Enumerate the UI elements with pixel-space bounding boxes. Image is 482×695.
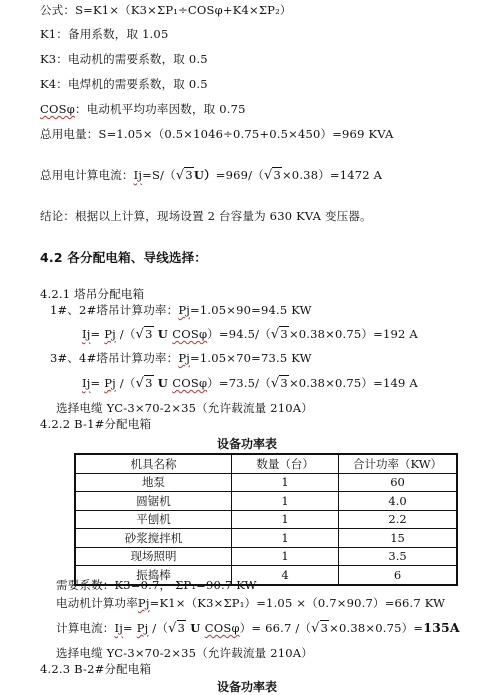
sqrt-symbol: √3 [175,168,193,183]
sqrt-symbol: √3 [270,327,288,342]
cell-name: 砂浆搅拌机 [75,529,232,548]
col-header-power: 合计功率（KW） [339,454,457,473]
section-heading: 4.2 各分配电箱、导线选择： [40,250,207,265]
cell-qty: 1 [232,473,339,492]
cell-name: 现场照明 [75,547,232,566]
total-power: 总用电量：S=1.05×（0.5×1046÷0.75+0.5×450）=969 KVA [40,127,394,141]
table2-caption: 设备功率表 [216,680,277,694]
sqrt-symbol: √3 [135,376,153,391]
tower-crane-1-2-current: Ij= Pj /（√3 U COSφ）=94.5/（√3×0.38×0.75）=192 A [82,327,418,342]
subsection-4-2-3-title: 4.2.3 B-2#分配电箱 [40,662,152,676]
table-header-row [75,454,457,473]
cell-power: 60 [339,473,457,492]
motor-power: 电动机计算功率Pj=K1×（K3×ΣP₁）=1.05 ×（0.7×90.7）=66.7 KW [56,596,446,610]
current-mid2: =969/（ [215,168,264,182]
cell-name: 地泵 [75,473,232,492]
k1-definition: K1：备用系数，取 1.05 [40,27,169,41]
cell-qty: 1 [232,529,339,548]
table-row [75,547,457,566]
table-caption: 设备功率表 [216,437,277,451]
current-end: ×0.38）=1472 A [281,168,383,182]
cell-qty: 1 [232,510,339,529]
cell-power: 2.2 [339,510,457,529]
k4-definition: K4：电焊机的需要系数，取 0.5 [40,77,208,91]
table-row [75,529,457,548]
k3-definition: K3：电动机的需要系数，取 0.5 [40,52,208,66]
conclusion: 结论：根据以上计算，现场设置 2 台容量为 630 KVA 变压器。 [40,209,372,223]
tower-crane-3-4-current: Ij= Pj /（√3 U COSφ）=73.5/（√3×0.38×0.75）=149 A [82,376,418,391]
cos-description: ：电动机平均功率因数，取 0.75 [74,102,246,116]
table-row [75,510,457,529]
sqrt-symbol: √3 [263,168,281,183]
cell-name: 平刨机 [75,510,232,529]
cos-term: COSφ [40,102,75,116]
calc-current: 计算电流：Ij= Pj /（√3 U COSφ）= 66.7 /（√3×0.38×0.75）=135A [56,620,460,636]
cell-power: 3.5 [339,547,457,566]
cell-qty: 1 [232,492,339,511]
current-mid1: =S/（ [142,168,176,182]
cell-qty: 1 [232,547,339,566]
current-prefix: 总用电计算电流： [40,168,134,182]
col-header-name: 机具名称 [75,454,232,473]
sqrt-symbol: √3 [270,376,288,391]
sqrt-symbol: √3 [135,327,153,342]
sqrt-symbol: √3 [311,621,329,636]
cell-qty: 4 [232,566,339,585]
need-coefficient: 需要系数：K3=0.7， ΣP₁=90.7 KW [56,578,257,592]
tower-crane-1-2-power: 1#、2#塔吊计算功率：Pj=1.05×90=94.5 KW [50,303,312,317]
calc-result: 135A [423,620,460,635]
cell-power: 6 [339,566,457,585]
cable-selection-1: 选择电缆 YC-3×70-2×35（允许载流量 210A） [56,401,313,415]
col-header-qty: 数量（台） [232,454,339,473]
cell-name: 振捣棒 [75,566,232,585]
cos-definition [40,101,246,117]
current-u: U） [193,168,216,182]
total-current [40,167,382,183]
cable-selection-2: 选择电缆 YC-3×70-2×35（允许载流量 210A） [56,646,313,660]
table-row [75,473,457,492]
sqrt-symbol: √3 [168,621,186,636]
table-row [75,492,457,511]
current-ij: Ij [133,168,143,182]
tower-crane-3-4-power: 3#、4#塔吊计算功率：Pj=1.05×70=73.5 KW [50,351,312,365]
cell-power: 4.0 [339,492,457,511]
subsection-4-2-1-title: 4.2.1 塔吊分配电箱 [40,287,145,301]
equipment-power-table [74,453,458,586]
formula-line: 公式：S=K1×（K3×ΣP₁÷COSφ+K4×ΣP₂） [40,3,292,17]
cell-name: 圆锯机 [75,492,232,511]
subsection-4-2-2-title: 4.2.2 B-1#分配电箱 [40,417,152,431]
cell-power: 15 [339,529,457,548]
